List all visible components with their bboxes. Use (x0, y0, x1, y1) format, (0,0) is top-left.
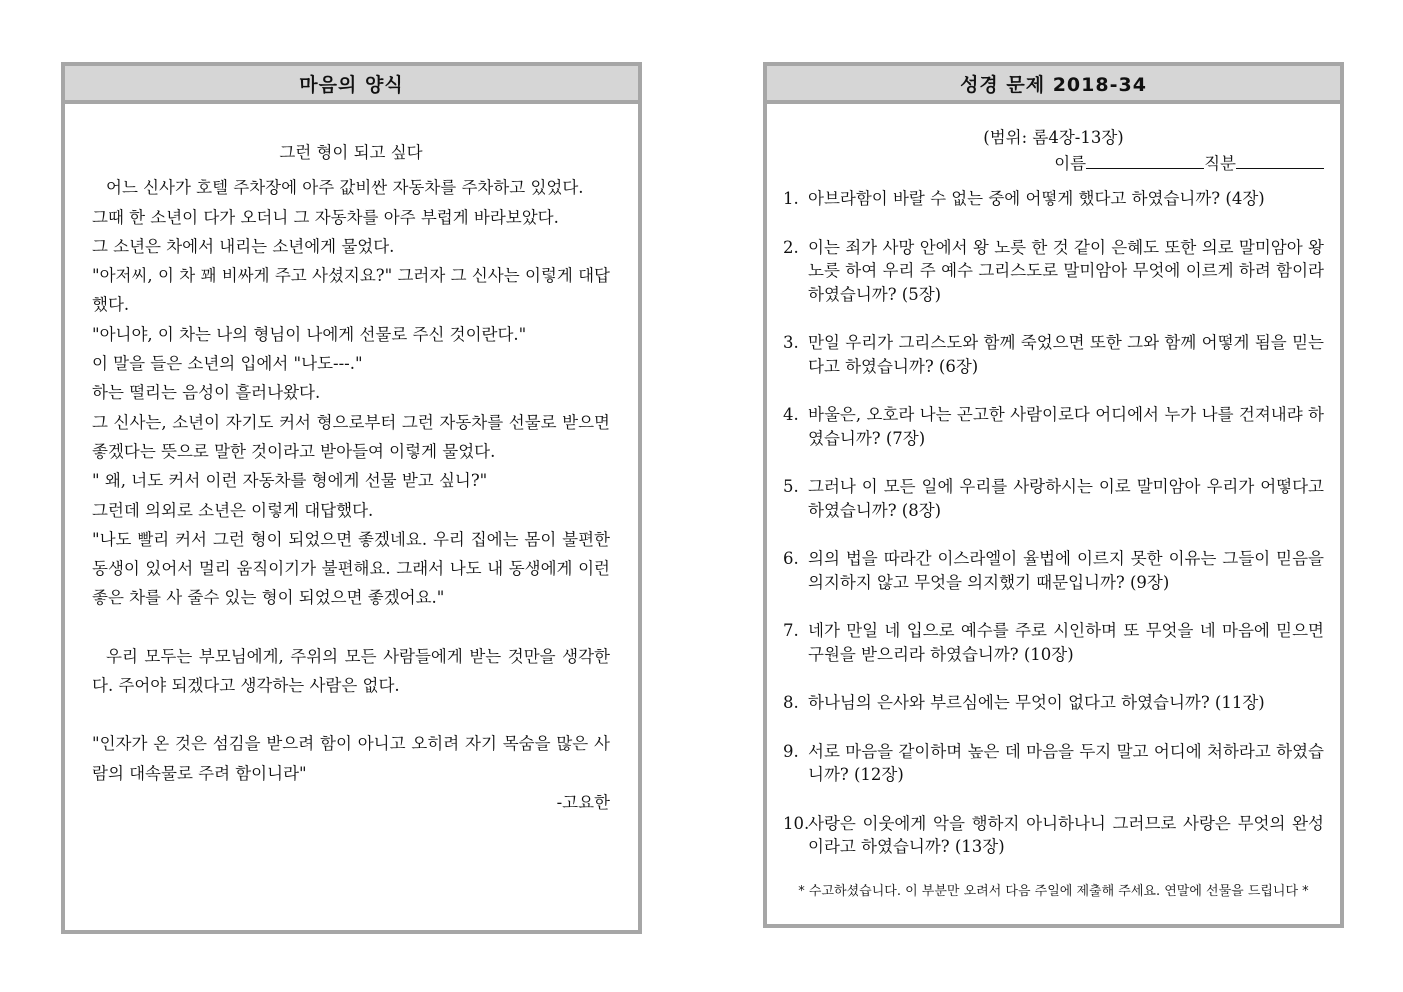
question-item (783, 403, 1324, 450)
question-number: 8. (783, 693, 799, 712)
question-item (783, 331, 1324, 378)
bible-quiz-panel (763, 62, 1344, 928)
question-item (783, 187, 1324, 211)
quiz-header: 성경 문제 2018-34 (767, 66, 1340, 104)
scripture-quote: "인자가 온 것은 섬김을 받으려 함이 아니고 오히려 자기 목숨을 많은 사람의 대속물로 주려 함이니라" (92, 734, 610, 783)
question-number: 1. (783, 189, 799, 208)
question-item (783, 236, 1324, 307)
question-text: 서로 마음을 같이하며 높은 데 마음을 두지 말고 어디에 처하라고 하였습니까? (12장) (808, 741, 1324, 784)
question-number: 10. (783, 813, 810, 833)
story-paragraph: 하는 떨리는 음성이 흘러나왔다. (92, 383, 321, 403)
question-number: 9. (783, 741, 799, 761)
story-paragraph: "나도 빨리 커서 그런 형이 되었으면 좋겠네요. 우리 집에는 몸이 불편한 동생이 있어서 멀리 움직이기가 불편해요. 그래서 나도 내 동생에게 이런 좋은 차를 사 줄수 있는 형이 되었으면 좋겠어요." (92, 529, 610, 608)
question-text: 바울은, 오호라 나는 곤고한 사람이로다 어디에서 누가 나를 건져내랴 하였습니까? (7장) (808, 405, 1324, 448)
question-item (783, 547, 1324, 594)
question-number: 3. (783, 333, 799, 352)
position-blank[interactable] (1236, 150, 1324, 169)
spacer (92, 613, 610, 642)
question-number: 2. (783, 237, 799, 257)
quiz-footnote: * 수고하셨습니다. 이 부분만 오려서 다음 주일에 제출해 주세요. 연말에 선물을 드립니다 * (798, 883, 1309, 899)
spacer (92, 700, 610, 729)
question-number: 7. (783, 621, 799, 640)
meditation-body (65, 104, 638, 817)
story-paragraph: "아니야, 이 차는 나의 형님이 나에게 선물로 주신 것이란다." (92, 324, 527, 344)
name-blank[interactable] (1086, 150, 1204, 169)
question-text: 만일 우리가 그리스도와 함께 죽었으면 또한 그와 함께 어떻게 됨을 믿는다고 하였습니까? (6장) (808, 333, 1324, 376)
quiz-scope: (범위: 롬4장-13장) (983, 128, 1124, 147)
story-paragraph: 그런데 의외로 소년은 이렇게 대답했다. (92, 500, 374, 520)
reflection-paragraph: 우리 모두는 부모님에게, 주위의 모든 사람들에게 받는 것만을 생각한다. 주어야 되겠다고 생각하는 사람은 없다. (92, 646, 610, 696)
story-paragraph: "아저씨, 이 차 꽤 비싸게 주고 사셨지요?" 그러자 그 신사는 이렇게 대답했다. (92, 266, 610, 315)
meditation-header: 마음의 양식 (65, 66, 638, 104)
story-paragraph: 이 말을 들은 소년의 입에서 "나도---." (92, 354, 363, 374)
question-text: 하나님의 은사와 부르심에는 무엇이 없다고 하였습니까? (11장) (808, 693, 1265, 712)
question-text: 의의 법을 따라간 이스라엘이 율법에 이르지 못한 이유는 그들이 믿음을 의지하지 않고 무엇을 의지했기 때문입니까? (9장) (808, 549, 1324, 592)
question-item (783, 691, 1324, 715)
position-label: 직분 (1204, 153, 1236, 173)
question-number: 5. (783, 477, 799, 496)
question-text: 네가 만일 네 입으로 예수를 주로 시인하며 또 무엇을 네 마음에 믿으면 구원을 받으리라 하였습니까? (10장) (808, 621, 1324, 664)
question-text: 이는 죄가 사망 안에서 왕 노릇 한 것 같이 은혜도 또한 의로 말미암아 왕 노릇 하여 우리 주 예수 그리스도로 말미암아 무엇에 이르게 하려 함이라 하였습니까? (5장) (808, 237, 1324, 304)
name-label: 이름 (1054, 153, 1087, 173)
story-paragraph: 어느 신사가 호텔 주차장에 아주 값비싼 자동차를 주차하고 있었다. (106, 178, 584, 198)
story-paragraph: " 왜, 너도 커서 이런 자동차를 형에게 선물 받고 싶니?" (92, 471, 488, 491)
story-paragraph: 그때 한 소년이 다가 오더니 그 자동차를 아주 부럽게 바라보았다. (92, 207, 559, 227)
question-item (783, 812, 1324, 859)
question-item (783, 619, 1324, 666)
question-item (783, 740, 1324, 787)
question-text: 아브라함이 바랄 수 없는 중에 어떻게 했다고 하였습니까? (4장) (808, 189, 1265, 208)
quiz-body (767, 104, 1340, 903)
name-line (783, 150, 1324, 176)
meditation-panel (61, 62, 642, 934)
question-number: 4. (783, 405, 799, 424)
question-item (783, 475, 1324, 522)
quote-author: -고요한 (556, 792, 610, 812)
story-paragraph: 그 신사는, 소년이 자기도 커서 형으로부터 그런 자동차를 선물로 받으면 좋겠다는 뜻으로 말한 것이라고 받아들여 이렇게 물었다. (92, 412, 610, 461)
question-number: 6. (783, 549, 799, 568)
story-title: 그런 형이 되고 싶다 (279, 143, 423, 162)
question-text: 그러나 이 모든 일에 우리를 사랑하시는 이로 말미암아 우리가 어떻다고 하였습니까? (8장) (808, 477, 1324, 520)
question-text: 사랑은 이웃에게 악을 행하지 아니하나니 그러므로 사랑은 무엇의 완성이라고 하였습니까? (13장) (808, 813, 1324, 856)
story-paragraph: 그 소년은 차에서 내리는 소년에게 물었다. (92, 236, 395, 256)
